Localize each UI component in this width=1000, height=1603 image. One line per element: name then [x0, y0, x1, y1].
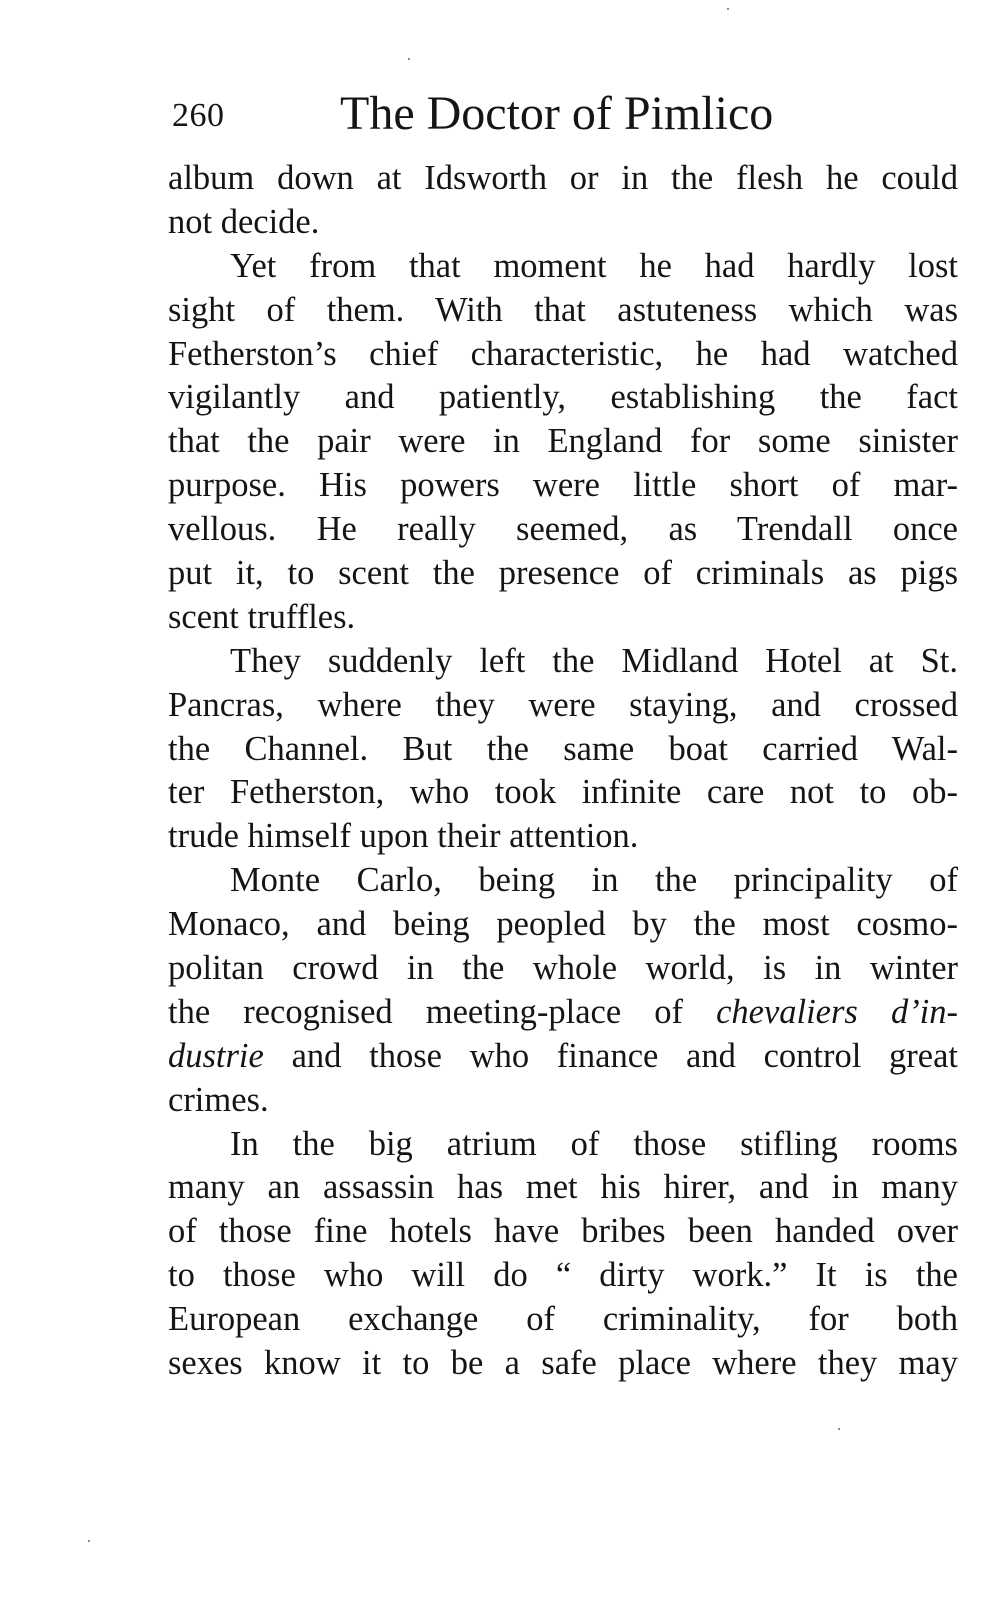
scan-speck — [408, 58, 410, 60]
scan-speck — [88, 1540, 90, 1542]
text-line: ter Fetherston, who took infinite care not to ob- — [168, 773, 958, 812]
text-line: to those who will do “ dirty work.” It is the — [168, 1256, 958, 1295]
text-line: vigilantly and patiently, establishing the fact — [168, 378, 958, 417]
text-line: European exchange of criminality, for both — [168, 1300, 958, 1339]
scan-speck — [727, 8, 729, 10]
page-number: 260 — [172, 97, 225, 134]
text-line — [168, 991, 958, 1035]
text-line: the Channel. But the same boat carried Wal- — [168, 729, 958, 768]
text-line: that the pair were in England for some sinister — [168, 422, 958, 461]
text-line: Pancras, where they were staying, and crossed — [168, 685, 958, 724]
text-line — [168, 1035, 958, 1079]
italic-phrase: chevaliers d’in- — [716, 992, 959, 1031]
text-line: vellous. He really seemed, as Trendall once — [168, 510, 958, 549]
body-text — [168, 157, 958, 1386]
text-line: Fetherston’s chief characteristic, he had watched — [168, 334, 958, 373]
text-line: sight of them. With that astuteness which was — [168, 290, 958, 329]
text-line: politan crowd in the whole world, is in winter — [168, 949, 958, 988]
text-line: trude himself upon their attention. — [168, 817, 639, 856]
text-line: sexes know it to be a safe place where they may — [168, 1344, 958, 1383]
italic-phrase: dustrie — [168, 1036, 264, 1075]
scan-speck — [838, 1428, 840, 1430]
text-line: Monaco, and being peopled by the most cosmo- — [168, 905, 958, 944]
text-line: album down at Idsworth or in the flesh he could — [168, 159, 958, 197]
text-line: purpose. His powers were little short of mar- — [168, 466, 958, 505]
text-line: Monte Carlo, being in the principality of — [230, 861, 958, 900]
text-line: of those fine hotels have bribes been handed over — [168, 1212, 958, 1251]
text-line: In the big atrium of those stifling rooms — [230, 1124, 958, 1163]
text-line: put it, to scent the presence of criminals as pigs — [168, 554, 958, 593]
running-header — [172, 84, 792, 144]
running-title: The Doctor of Pimlico — [340, 87, 774, 140]
text-line: many an assassin has met his hirer, and in many — [168, 1168, 958, 1207]
text-line: Yet from that moment he had hardly lost — [230, 246, 958, 285]
text-line: They suddenly left the Midland Hotel at St. — [230, 641, 958, 680]
text-line: crimes. — [168, 1080, 269, 1119]
text-line: not decide. — [168, 202, 320, 241]
text-run: the recognised meeting-place of — [168, 992, 717, 1031]
text-run: and those who finance and control great — [263, 1036, 958, 1075]
text-line: scent truffles. — [168, 597, 356, 636]
